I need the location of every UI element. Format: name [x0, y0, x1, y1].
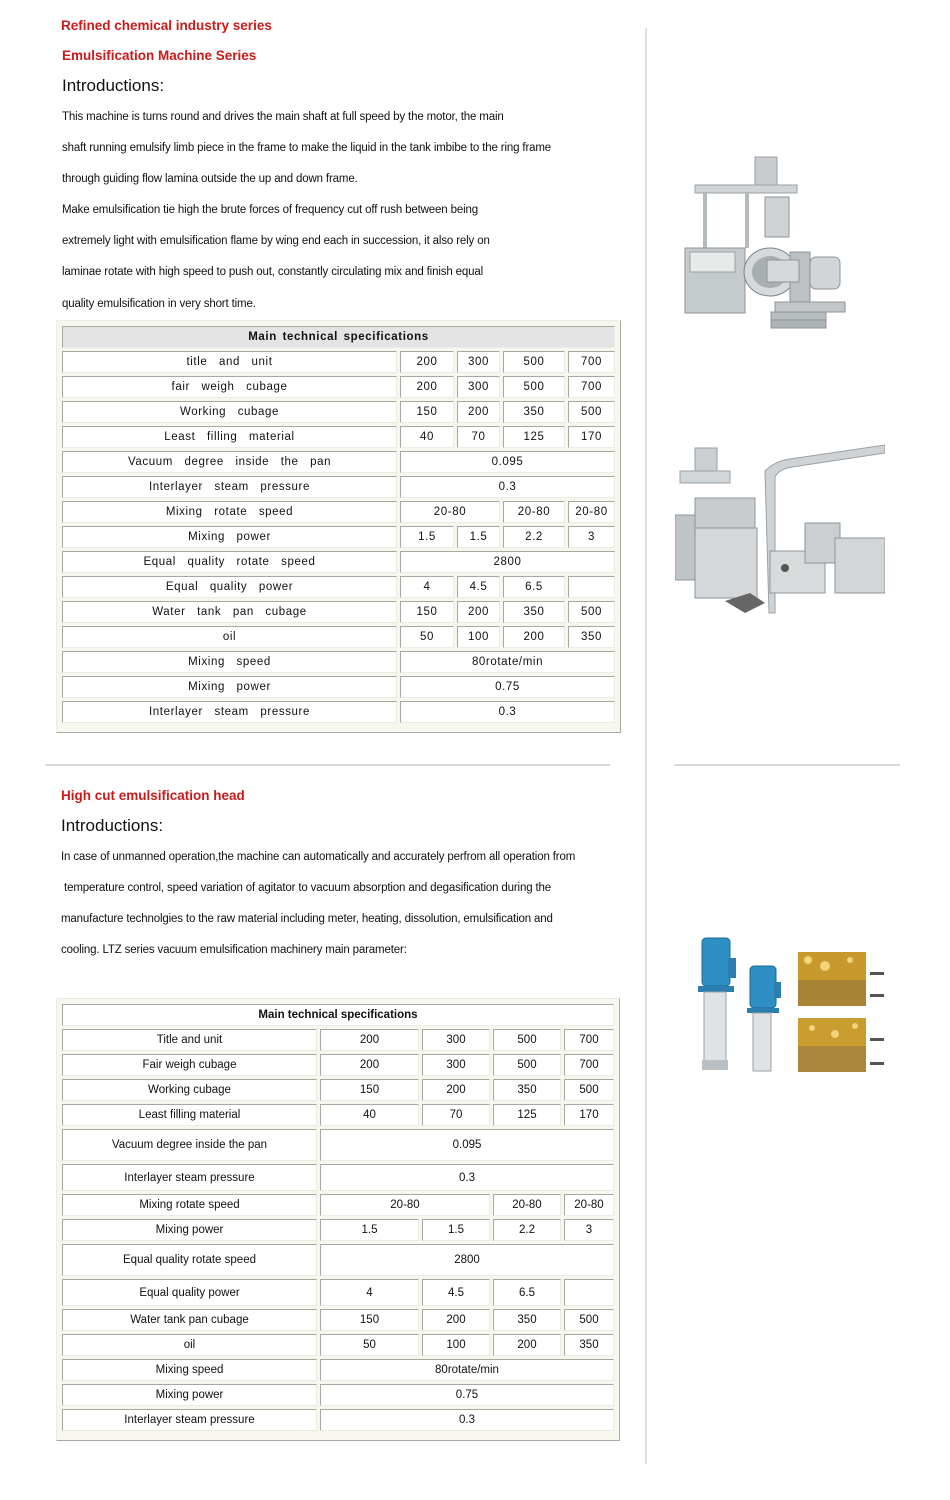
- spec-label: Mixing rotate speed: [62, 501, 397, 523]
- spec-value: 125: [503, 426, 565, 448]
- spec-value: 350: [493, 1309, 561, 1331]
- spec-value: 3: [568, 526, 615, 548]
- spec-value: 500: [503, 376, 565, 398]
- spec-label: Least filling material: [62, 426, 397, 448]
- spec-value: 300: [422, 1054, 490, 1076]
- table-row: [62, 1219, 614, 1241]
- table-row: [62, 526, 615, 548]
- spec-label: Water tank pan cubage: [62, 1309, 317, 1331]
- spec-label: Fair weigh cubage: [62, 1054, 317, 1076]
- spec-value: 40: [320, 1104, 419, 1126]
- table-row: [62, 651, 615, 673]
- spec-value: 500: [503, 351, 565, 373]
- section-divider: [674, 764, 900, 766]
- spec-value: 200: [400, 351, 454, 373]
- spec-value: 200: [457, 601, 500, 623]
- table-row: [62, 1359, 614, 1381]
- spec-value: 2.2: [503, 526, 565, 548]
- table-row: [62, 1384, 614, 1406]
- spec-value: 350: [564, 1334, 614, 1356]
- spec-value: 170: [568, 426, 615, 448]
- spec-value: 100: [457, 626, 500, 648]
- spec-value: 0.3: [320, 1409, 614, 1431]
- spec-value: 200: [503, 626, 565, 648]
- spec-value: 2800: [320, 1244, 614, 1276]
- spec-value: 200: [422, 1079, 490, 1101]
- table-row: [62, 376, 615, 398]
- table-row: [62, 626, 615, 648]
- paragraph-line: cooling. LTZ series vacuum emulsification machinery main parameter:: [61, 944, 407, 956]
- paragraph-line: extremely light with emulsification flame by wing end each in succession, it also rely on: [62, 235, 490, 247]
- spec-value: 2.2: [493, 1219, 561, 1241]
- spec-value: 200: [422, 1309, 490, 1331]
- spec-label: title and unit: [62, 351, 397, 373]
- paragraph-line: laminae rotate with high speed to push out, constantly circulating mix and finish equal: [62, 266, 484, 278]
- table-row: [62, 351, 615, 373]
- spec-value: 300: [422, 1029, 490, 1051]
- spec-value: 0.3: [320, 1164, 614, 1191]
- spec-label: Equal quality rotate speed: [62, 1244, 317, 1276]
- paragraph-line: In case of unmanned operation,the machine can automatically and accurately perfrom all operation from: [61, 851, 576, 863]
- table-row: [62, 1244, 614, 1276]
- spec-label: Interlayer steam pressure: [62, 1164, 317, 1191]
- section-divider: [45, 764, 610, 766]
- spec-value: 20-80: [568, 501, 615, 523]
- paragraph-line: Make emulsification tie high the brute forces of frequency cut off rush between being: [62, 204, 478, 216]
- spec-value: 20-80: [320, 1194, 490, 1216]
- spec-value: 150: [400, 401, 454, 423]
- series-title: Emulsification Machine Series: [62, 48, 257, 63]
- spec-label: Mixing speed: [62, 1359, 317, 1381]
- high-shear-emulsifier-heads-photo: [690, 930, 895, 1080]
- table-row: [62, 451, 615, 473]
- spec-value: 50: [400, 626, 454, 648]
- table-row: [62, 1279, 614, 1306]
- spec-value: 6.5: [493, 1279, 561, 1306]
- emulsifying-system-with-piping-photo: [675, 443, 885, 618]
- spec-value: 4: [320, 1279, 419, 1306]
- spec-label: Mixing power: [62, 676, 397, 698]
- spec-label: Least filling material: [62, 1104, 317, 1126]
- paragraph-line: manufacture technolgies to the raw material including meter, heating, dissolution, emulsification and: [61, 913, 553, 925]
- vacuum-emulsifying-mixer-photo: [675, 152, 855, 332]
- table-row: [62, 401, 615, 423]
- spec-value: 70: [422, 1104, 490, 1126]
- table-header: Main technical specifications: [62, 326, 615, 348]
- spec-label: Equal quality power: [62, 576, 397, 598]
- spec-label: oil: [62, 626, 397, 648]
- spec-value: 3: [564, 1219, 614, 1241]
- paragraph-line: quality emulsification in very short time.: [62, 298, 256, 310]
- table-row: [62, 1334, 614, 1356]
- spec-value: 500: [493, 1054, 561, 1076]
- spec-label: Working cubage: [62, 1079, 317, 1101]
- paragraph-line: temperature control, speed variation of agitator to vacuum absorption and degasification during the: [61, 882, 552, 894]
- spec-value: 500: [493, 1029, 561, 1051]
- table-row: [62, 676, 615, 698]
- table-row: [62, 1409, 614, 1431]
- spec-value: 0.75: [400, 676, 615, 698]
- spec-value: 80rotate/min: [400, 651, 615, 673]
- spec-value: 0.3: [400, 476, 615, 498]
- table-row: [62, 1129, 614, 1161]
- spec-value: 200: [320, 1029, 419, 1051]
- spec-value: 350: [568, 626, 615, 648]
- table-row: [62, 701, 615, 723]
- spec-value: 20-80: [503, 501, 565, 523]
- paragraph-line: through guiding flow lamina outside the up and down frame.: [62, 173, 358, 185]
- spec-value: 4.5: [422, 1279, 490, 1306]
- spec-value: 200: [493, 1334, 561, 1356]
- spec-label: Vacuum degree inside the pan: [62, 451, 397, 473]
- spec-label: Interlayer steam pressure: [62, 476, 397, 498]
- table-row: [62, 1104, 614, 1126]
- table-row: [62, 426, 615, 448]
- spec-label: Mixing power: [62, 1384, 317, 1406]
- spec-value: 200: [400, 376, 454, 398]
- spec-label: Working cubage: [62, 401, 397, 423]
- spec-value: 20-80: [564, 1194, 614, 1216]
- spec-value: 300: [457, 351, 500, 373]
- spec-value: [568, 576, 615, 598]
- category-title: Refined chemical industry series: [61, 18, 272, 33]
- table-header: Main technical specifications: [62, 1004, 614, 1026]
- spec-value: 700: [564, 1029, 614, 1051]
- spec-value: 4.5: [457, 576, 500, 598]
- spec-value: 0.3: [400, 701, 615, 723]
- spec-value: 100: [422, 1334, 490, 1356]
- spec-value: 2800: [400, 551, 615, 573]
- spec-label: Equal quality rotate speed: [62, 551, 397, 573]
- spec-value: 1.5: [422, 1219, 490, 1241]
- table-row: [62, 1079, 614, 1101]
- spec-value: 700: [564, 1054, 614, 1076]
- table-row: [62, 1164, 614, 1191]
- spec-value: 0.095: [320, 1129, 614, 1161]
- spec-label: Title and unit: [62, 1029, 317, 1051]
- spec-value: 40: [400, 426, 454, 448]
- spec-label: oil: [62, 1334, 317, 1356]
- spec-label: Interlayer steam pressure: [62, 701, 397, 723]
- series-title: High cut emulsification head: [61, 788, 245, 803]
- spec-label: Interlayer steam pressure: [62, 1409, 317, 1431]
- spec-value: 1.5: [400, 526, 454, 548]
- spec-table-2: [56, 998, 620, 1441]
- spec-label: Mixing power: [62, 1219, 317, 1241]
- spec-value: [564, 1279, 614, 1306]
- spec-value: 500: [564, 1309, 614, 1331]
- table-row: [62, 551, 615, 573]
- spec-value: 125: [493, 1104, 561, 1126]
- table-row: [62, 1054, 614, 1076]
- table-row: [62, 476, 615, 498]
- spec-value: 0.75: [320, 1384, 614, 1406]
- spec-table: [59, 323, 618, 726]
- table-row: [62, 501, 615, 523]
- spec-value: 500: [564, 1079, 614, 1101]
- spec-value: 80rotate/min: [320, 1359, 614, 1381]
- spec-value: 150: [320, 1309, 419, 1331]
- paragraph-line: shaft running emulsify limb piece in the frame to make the liquid in the tank imbibe to the ring frame: [62, 142, 552, 154]
- spec-value: 6.5: [503, 576, 565, 598]
- vertical-divider: [645, 28, 647, 1464]
- spec-value: 50: [320, 1334, 419, 1356]
- spec-value: 500: [568, 401, 615, 423]
- spec-value: 1.5: [320, 1219, 419, 1241]
- spec-value: 20-80: [493, 1194, 561, 1216]
- spec-label: Mixing power: [62, 526, 397, 548]
- spec-label: Water tank pan cubage: [62, 601, 397, 623]
- spec-value: 300: [457, 376, 500, 398]
- spec-value: 700: [568, 376, 615, 398]
- spec-value: 200: [320, 1054, 419, 1076]
- table-row: [62, 576, 615, 598]
- spec-value: 150: [400, 601, 454, 623]
- spec-table-1: [56, 320, 621, 733]
- table-row: [62, 1309, 614, 1331]
- spec-label: Vacuum degree inside the pan: [62, 1129, 317, 1161]
- spec-value: 70: [457, 426, 500, 448]
- spec-value: 170: [564, 1104, 614, 1126]
- spec-value: 150: [320, 1079, 419, 1101]
- spec-value: 200: [457, 401, 500, 423]
- spec-value: 0.095: [400, 451, 615, 473]
- spec-value: 20-80: [400, 501, 500, 523]
- spec-label: Mixing speed: [62, 651, 397, 673]
- spec-label: fair weigh cubage: [62, 376, 397, 398]
- spec-table: [59, 1001, 617, 1434]
- spec-value: 4: [400, 576, 454, 598]
- spec-value: 500: [568, 601, 615, 623]
- intro-heading: Introductions:: [62, 76, 165, 95]
- table-row: [62, 1029, 614, 1051]
- spec-label: Mixing rotate speed: [62, 1194, 317, 1216]
- spec-value: 350: [503, 601, 565, 623]
- intro-heading: Introductions:: [61, 816, 164, 835]
- spec-value: 1.5: [457, 526, 500, 548]
- spec-label: Equal quality power: [62, 1279, 317, 1306]
- spec-value: 700: [568, 351, 615, 373]
- table-row: [62, 601, 615, 623]
- spec-value: 350: [503, 401, 565, 423]
- spec-value: 350: [493, 1079, 561, 1101]
- table-row: [62, 1194, 614, 1216]
- paragraph-line: This machine is turns round and drives the main shaft at full speed by the motor, the main: [62, 111, 504, 123]
